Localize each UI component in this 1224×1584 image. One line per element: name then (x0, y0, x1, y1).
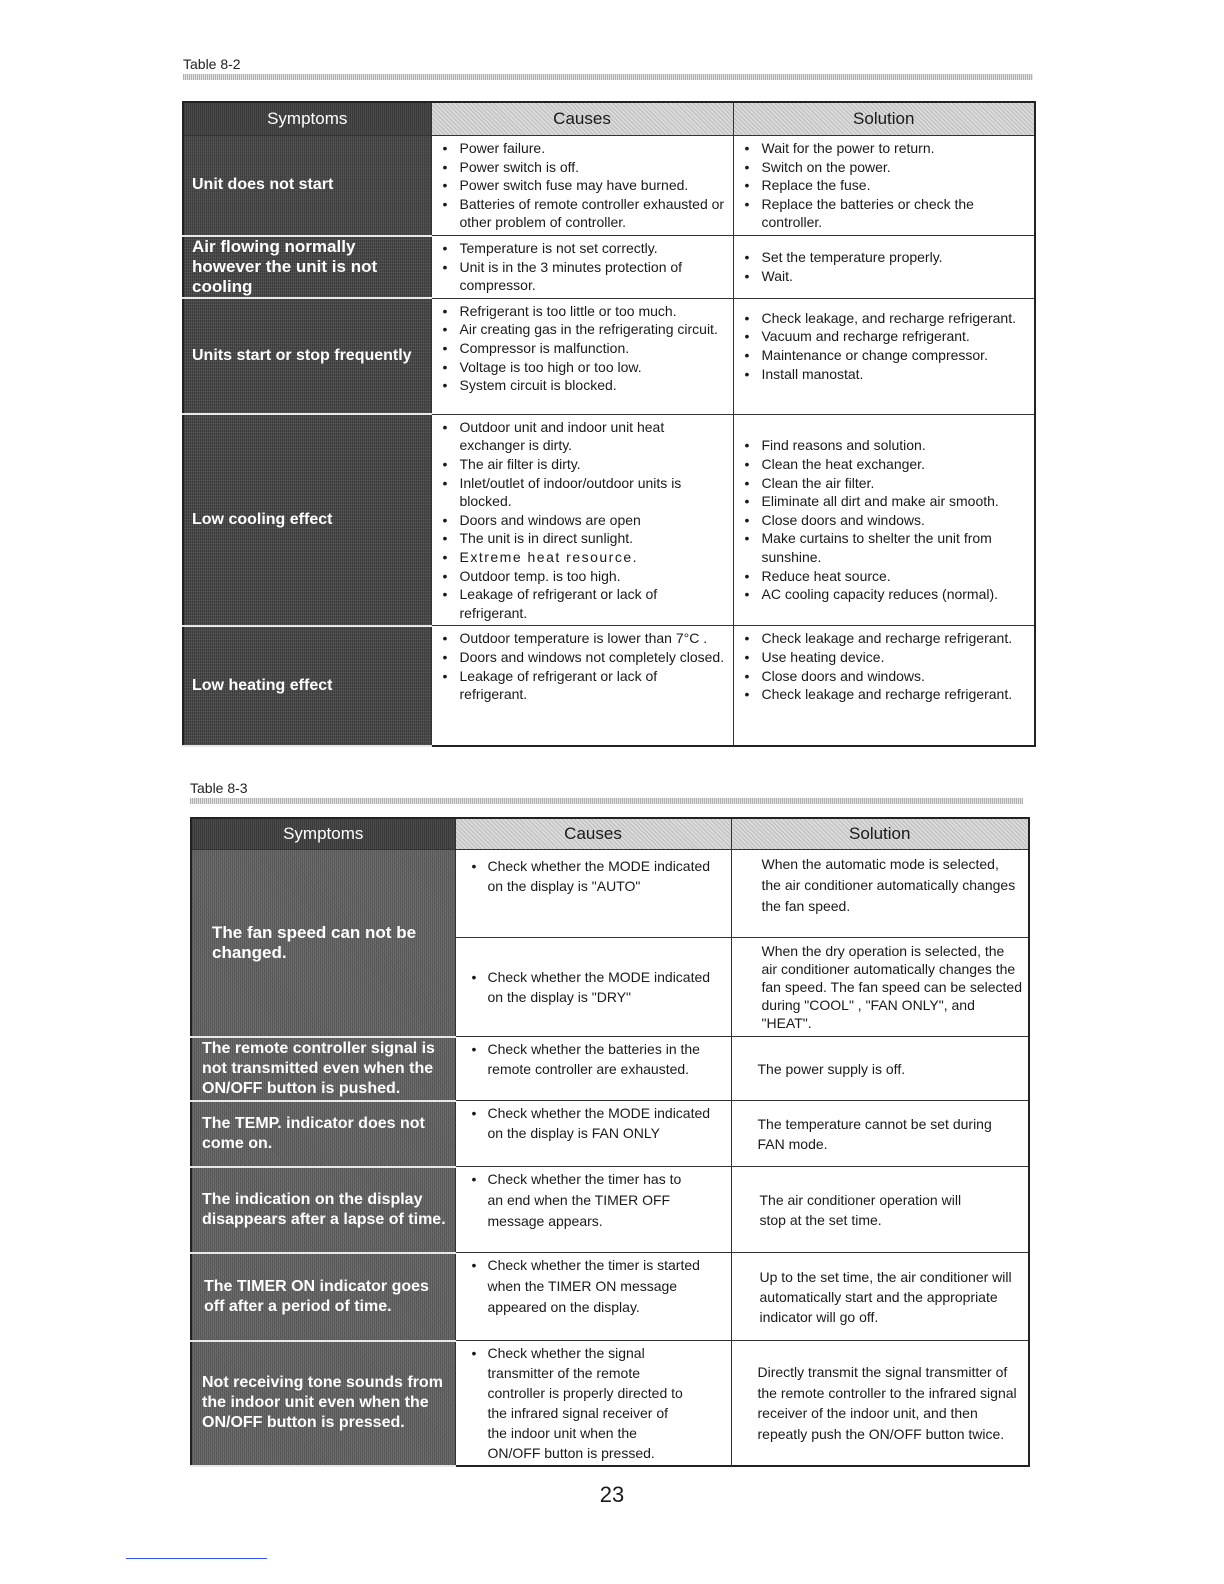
cause-item: • Outdoor temperature is lower than 7°C . (432, 629, 729, 648)
table-8-3-caption: Table 8-3 (190, 780, 248, 796)
causes-cell (455, 1037, 731, 1101)
cause-item: • Check whether the timer is started when the TIMER ON message appeared on the display. (456, 1255, 711, 1318)
solution-item: • Wait for the power to return. (734, 139, 1031, 158)
symptom-cell: The TEMP. indicator does not come on. (191, 1101, 455, 1167)
solution-cell (731, 1341, 1029, 1467)
solution-item: • Clean the heat exchanger. (734, 455, 1031, 474)
causes-cell (455, 1167, 731, 1253)
solution-cell (731, 850, 1029, 938)
solution-cell (733, 136, 1035, 236)
cause-item: • Batteries of remote controller exhausted or other problem of controller. (432, 195, 729, 232)
table-8-3 (190, 817, 1030, 1467)
solution-cell (731, 938, 1029, 1037)
solution-text: Up to the set time, the air conditioner will automatically start and the appropriate indicator will go off. (759, 1268, 1012, 1325)
solution-item: • Check leakage, and recharge refrigerant. (734, 309, 1031, 328)
solution-cell (733, 298, 1035, 414)
causes-cell (431, 414, 733, 626)
solution-item: • Clean the air filter. (734, 474, 1031, 493)
symptoms-header: Symptoms (183, 102, 431, 136)
solution-item: • Eliminate all dirt and make air smooth. (734, 492, 1031, 511)
causes-cell (431, 236, 733, 299)
solution-item: • Reduce heat source. (734, 567, 1031, 586)
solution-item: • Check leakage and recharge refrigerant. (734, 629, 1031, 648)
symptom-cell: Air flowing normally however the unit is not cooling (183, 236, 431, 299)
symptom-cell: Low cooling effect (183, 414, 431, 626)
solution-cell (733, 414, 1035, 626)
solution-item: • Install manostat. (734, 365, 1031, 384)
table-8-3-rule (190, 798, 1023, 804)
solution-text: The air conditioner operation will stop at the set time. (759, 1191, 962, 1228)
solution-header: Solution (731, 818, 1029, 850)
solution-text: The power supply is off. (757, 1060, 906, 1077)
symptom-cell: Unit does not start (183, 136, 431, 236)
cause-item: • Check whether the signal transmitter of the remote controller is properly directed to the infrared signal receiver of the indoor unit when the ON/OFF button is pressed. (456, 1343, 691, 1463)
table-row (183, 136, 1035, 236)
causes-cell (431, 298, 733, 414)
solution-item: • Close doors and windows. (734, 511, 1031, 530)
solution-cell (731, 1037, 1029, 1101)
cause-item: • The air filter is dirty. (432, 455, 729, 474)
solution-item: • Close doors and windows. (734, 667, 1031, 686)
symptom-cell: The remote controller signal is not transmitted even when the ON/OFF button is pushed. (191, 1037, 455, 1101)
causes-cell (431, 626, 733, 746)
solution-item: • Wait. (734, 267, 1031, 286)
table-row (191, 1167, 1029, 1253)
solution-text: The temperature cannot be set during FAN mode. (757, 1115, 992, 1152)
solution-item: • Replace the batteries or check the controller. (734, 195, 1031, 232)
cause-item: • Power failure. (432, 139, 729, 158)
table-row (183, 414, 1035, 626)
solution-cell (733, 236, 1035, 299)
cause-item: • Check whether the timer has to an end when the TIMER OFF message appears. (456, 1169, 701, 1232)
table-row (191, 1037, 1029, 1101)
cause-item: • Temperature is not set correctly. (432, 239, 729, 258)
solution-item: • Make curtains to shelter the unit from sunshine. (734, 529, 1031, 566)
solution-item: • Set the temperature properly. (734, 248, 1031, 267)
solution-text: Directly transmit the signal transmitter of the remote controller to the infrared signal receiver of the indoor unit, and then repeatly push the ON/OFF button twice. (757, 1364, 1017, 1442)
symptom-cell: The indication on the display disappears after a lapse of time. (191, 1167, 455, 1253)
cause-item: • Power switch fuse may have burned. (432, 176, 729, 195)
footer-line (126, 1558, 267, 1559)
solution-item: • Use heating device. (734, 648, 1031, 667)
causes-cell (455, 1253, 731, 1341)
symptom-cell: Units start or stop frequently (183, 298, 431, 414)
table-row (191, 1253, 1029, 1341)
cause-item: • Outdoor unit and indoor unit heat exchanger is dirty. (432, 418, 729, 455)
solution-text: When the dry operation is selected, the air conditioner automatically changes the fan speed. The fan speed can be selected during "COOL" , "FAN ONLY", and "HEAT". (761, 943, 1022, 1031)
causes-cell (431, 136, 733, 236)
table-row (191, 850, 1029, 938)
cause-item: • Air creating gas in the refrigerating circuit. (432, 320, 729, 339)
solution-text: When the automatic mode is selected, the air conditioner automatically changes the fan speed. (761, 856, 1016, 914)
table-8-2-caption: Table 8-2 (183, 56, 241, 72)
table-row (183, 236, 1035, 299)
cause-item: • Doors and windows not completely closed. (432, 648, 729, 667)
cause-item: • Leakage of refrigerant or lack of refrigerant. (432, 667, 729, 704)
table-8-2 (182, 101, 1036, 747)
cause-item: • Check whether the batteries in the remote controller are exhausted. (456, 1039, 717, 1079)
symptoms-header: Symptoms (191, 818, 455, 850)
solution-cell (731, 1167, 1029, 1253)
cause-item: • Check whether the MODE indicated on the display is FAN ONLY (456, 1103, 717, 1143)
table-row (183, 626, 1035, 746)
causes-cell (455, 938, 731, 1037)
causes-cell (455, 850, 731, 938)
cause-item: • Unit is in the 3 minutes protection of compressor. (432, 258, 729, 295)
solution-cell (731, 1101, 1029, 1167)
table-row (191, 1101, 1029, 1167)
solution-item: • AC cooling capacity reduces (normal). (734, 585, 1031, 604)
symptom-cell: The TIMER ON indicator goes off after a period of time. (191, 1253, 455, 1341)
table-row (183, 298, 1035, 414)
cause-item: • System circuit is blocked. (432, 376, 729, 395)
table-row (191, 1341, 1029, 1467)
cause-item: • Inlet/outlet of indoor/outdoor units is blocked. (432, 474, 729, 511)
symptom-cell: Not receiving tone sounds from the indoor unit even when the ON/OFF button is pressed. (191, 1341, 455, 1467)
symptom-cell: Low heating effect (183, 626, 431, 746)
cause-item: • Doors and windows are open (432, 511, 729, 530)
cause-item: • Power switch is off. (432, 158, 729, 177)
cause-item: • Compressor is malfunction. (432, 339, 729, 358)
causes-cell (455, 1101, 731, 1167)
solution-item: • Find reasons and solution. (734, 436, 1031, 455)
solution-item: • Maintenance or change compressor. (734, 346, 1031, 365)
solution-header: Solution (733, 102, 1035, 136)
solution-item: • Switch on the power. (734, 158, 1031, 177)
causes-header: Causes (431, 102, 733, 136)
symptom-cell: The fan speed can not be changed. (191, 850, 455, 1037)
table-8-3-header (191, 818, 1029, 850)
solution-item: • Replace the fuse. (734, 176, 1031, 195)
solution-cell (731, 1253, 1029, 1341)
cause-item: • The unit is in direct sunlight. (432, 529, 729, 548)
causes-cell (455, 1341, 731, 1467)
cause-item: • Voltage is too high or too low. (432, 358, 729, 377)
table-8-2-rule (183, 74, 1033, 80)
page-number: 23 (599, 1482, 625, 1507)
cause-item: • Leakage of refrigerant or lack of refrigerant. (432, 585, 729, 622)
cause-item: • Check whether the MODE indicated on the display is "DRY" (456, 967, 725, 1007)
cause-item: • Outdoor temp. is too high. (432, 567, 729, 586)
cause-item: • Refrigerant is too little or too much. (432, 302, 729, 321)
cause-item: • Check whether the MODE indicated on the display is "AUTO" (456, 856, 725, 896)
solution-item: • Check leakage and recharge refrigerant. (734, 685, 1031, 704)
solution-cell (733, 626, 1035, 746)
solution-item: • Vacuum and recharge refrigerant. (734, 327, 1031, 346)
cause-item: • Extreme heat resource. (432, 548, 729, 567)
causes-header: Causes (455, 818, 731, 850)
table-8-2-header (183, 102, 1035, 136)
